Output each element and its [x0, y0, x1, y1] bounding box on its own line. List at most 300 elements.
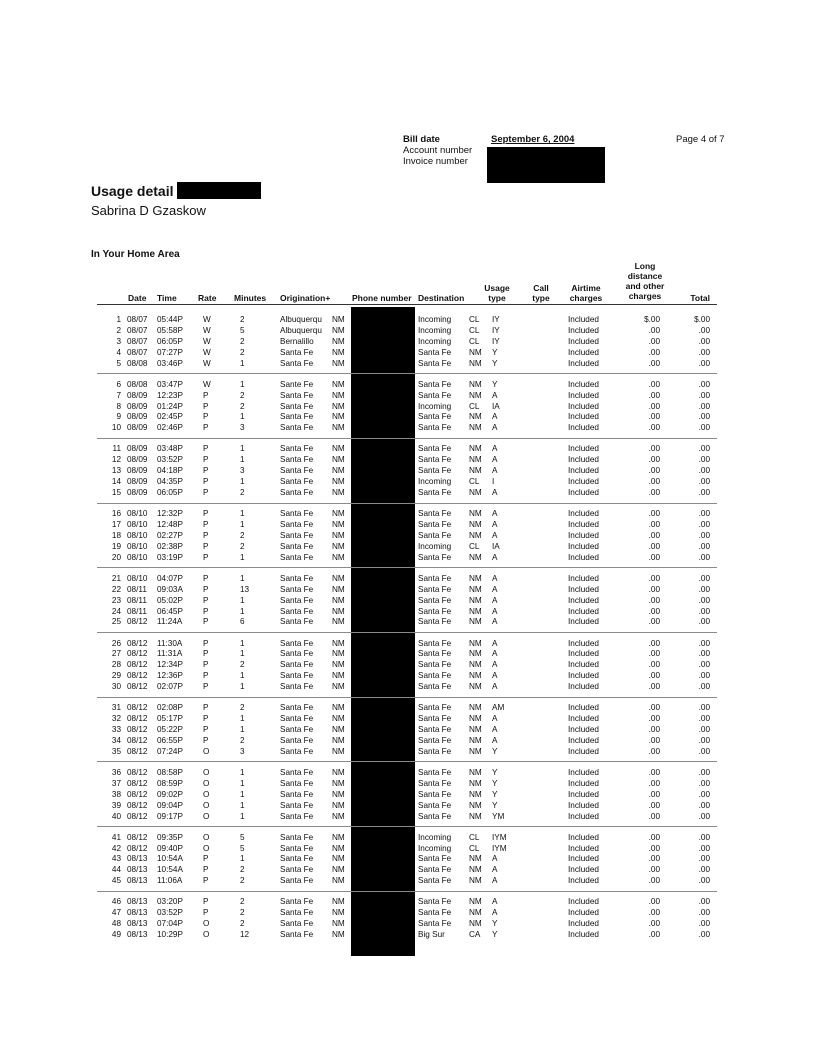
cell-time: 12:36P	[157, 671, 183, 681]
cell-destination-state: CL	[469, 315, 480, 324]
cell-airtime: Included	[568, 789, 599, 799]
cell-origination-state: NM	[332, 347, 345, 357]
cell-origination-state: NM	[332, 930, 345, 939]
cell-line-number: 16	[111, 509, 121, 519]
cell-total: .00	[698, 865, 710, 875]
cell-line-number: 43	[111, 854, 121, 864]
cell-minutes: 1	[240, 800, 245, 810]
cell-line-number: 30	[111, 682, 121, 692]
cell-destination: Santa Fe	[418, 509, 452, 519]
cell-usage-type: A	[492, 671, 498, 681]
cell-long-distance: .00	[648, 843, 660, 853]
cell-destination: Santa Fe	[418, 638, 452, 648]
cell-date: 08/13	[127, 930, 148, 939]
cell-usage-type: A	[492, 714, 498, 724]
cell-line-number: 22	[111, 584, 121, 594]
cell-rate: O	[203, 919, 210, 929]
cell-origination: Santa Fe	[280, 584, 314, 594]
cell-destination-state: NM	[469, 552, 482, 562]
cell-rate: P	[203, 595, 209, 605]
cell-long-distance: .00	[648, 919, 660, 929]
cell-time: 05:58P	[157, 325, 183, 335]
cell-minutes: 1	[240, 455, 245, 465]
cell-airtime: Included	[568, 541, 599, 551]
cell-destination: Santa Fe	[418, 606, 452, 616]
cell-rate: P	[203, 466, 209, 476]
cell-total: .00	[698, 520, 710, 529]
cell-origination: Santa Fe	[280, 649, 314, 659]
cell-usage-type: A	[492, 573, 498, 583]
cell-origination-state: NM	[332, 423, 345, 433]
cell-destination: Santa Fe	[418, 854, 452, 864]
cell-airtime: Included	[568, 746, 599, 756]
cell-date: 08/12	[127, 767, 148, 777]
cell-total: .00	[698, 832, 710, 842]
cell-long-distance: .00	[648, 876, 660, 886]
cell-time: 02:38P	[157, 541, 183, 551]
cell-rate: P	[203, 412, 209, 422]
cell-date: 08/13	[127, 908, 148, 918]
cell-minutes: 1	[240, 778, 245, 788]
cell-usage-type: A	[492, 908, 498, 918]
cell-origination-state: NM	[332, 703, 345, 713]
cell-long-distance: .00	[648, 509, 660, 519]
cell-long-distance: .00	[648, 725, 660, 734]
cell-origination: Santa Fe	[280, 703, 314, 713]
cell-total: .00	[698, 778, 710, 788]
cell-usage-type: Y	[492, 767, 498, 777]
cell-usage-type: A	[492, 595, 498, 605]
cell-long-distance: .00	[648, 423, 660, 433]
cell-airtime: Included	[568, 336, 599, 346]
col-header-date: Date	[128, 293, 147, 303]
cell-destination-state: NM	[469, 638, 482, 648]
cell-rate: P	[203, 617, 209, 627]
cell-rate: O	[203, 843, 210, 853]
cell-destination: Santa Fe	[418, 800, 452, 810]
cell-origination-state: NM	[332, 325, 345, 335]
cell-origination: Santa Fe	[280, 843, 314, 853]
cell-long-distance: .00	[648, 466, 660, 476]
cell-origination-state: NM	[332, 573, 345, 583]
cell-line-number: 32	[111, 714, 121, 724]
cell-date: 08/12	[127, 638, 148, 648]
cell-origination-state: NM	[332, 671, 345, 681]
cell-line-number: 2	[116, 325, 121, 335]
cell-destination-state: NM	[469, 390, 482, 400]
cell-total: .00	[698, 466, 710, 476]
cell-origination: Santa Fe	[280, 919, 314, 929]
cell-time: 11:30A	[157, 638, 183, 648]
cell-destination: Santa Fe	[418, 530, 452, 540]
cell-destination-state: NM	[469, 520, 482, 529]
cell-rate: P	[203, 541, 209, 551]
cell-destination-state: CL	[469, 832, 480, 842]
cell-origination: Sante Fe	[280, 379, 314, 389]
cell-minutes: 2	[240, 315, 245, 324]
cell-date: 08/10	[127, 520, 148, 529]
cell-destination: Santa Fe	[418, 552, 452, 562]
cell-long-distance: .00	[648, 617, 660, 627]
cell-destination: Santa Fe	[418, 584, 452, 594]
cell-origination-state: NM	[332, 595, 345, 605]
cell-usage-type: A	[492, 606, 498, 616]
cell-destination-state: NM	[469, 358, 482, 368]
cell-origination: Santa Fe	[280, 466, 314, 476]
cell-date: 08/12	[127, 811, 148, 821]
cell-rate: P	[203, 649, 209, 659]
cell-airtime: Included	[568, 649, 599, 659]
cell-origination: Albuquerqu	[280, 325, 322, 335]
cell-long-distance: .00	[648, 488, 660, 497]
cell-date: 08/12	[127, 746, 148, 756]
cell-origination: Santa Fe	[280, 401, 314, 411]
cell-destination: Santa Fe	[418, 682, 452, 692]
cell-time: 03:52P	[157, 455, 183, 465]
col-header-destination: Destination	[418, 293, 465, 303]
cell-destination-state: CL	[469, 843, 480, 853]
cell-line-number: 36	[111, 767, 121, 777]
cell-destination-state: NM	[469, 423, 482, 433]
cell-usage-type: A	[492, 649, 498, 659]
cell-total: .00	[698, 541, 710, 551]
cell-long-distance: .00	[648, 336, 660, 346]
cell-minutes: 2	[240, 876, 245, 886]
cell-line-number: 9	[116, 412, 121, 422]
cell-usage-type: YM	[492, 811, 505, 821]
cell-total: .00	[698, 584, 710, 594]
cell-origination: Santa Fe	[280, 854, 314, 864]
cell-time: 12:34P	[157, 660, 183, 670]
cell-destination: Santa Fe	[418, 412, 452, 422]
cell-date: 08/09	[127, 401, 148, 411]
col-header-usage-type: Usage type	[484, 283, 510, 303]
cell-origination-state: NM	[332, 466, 345, 476]
cell-origination: Santa Fe	[280, 530, 314, 540]
cell-airtime: Included	[568, 682, 599, 692]
cell-rate: P	[203, 682, 209, 692]
cell-destination-state: NM	[469, 466, 482, 476]
cell-long-distance: .00	[648, 714, 660, 724]
cell-rate: O	[203, 832, 210, 842]
cell-origination-state: NM	[332, 832, 345, 842]
cell-origination-state: NM	[332, 477, 345, 487]
cell-destination-state: NM	[469, 908, 482, 918]
cell-destination: Santa Fe	[418, 444, 452, 454]
cell-line-number: 48	[111, 919, 121, 929]
cell-destination: Santa Fe	[418, 865, 452, 875]
page-number: Page 4 of 7	[676, 134, 725, 145]
cell-total: .00	[698, 595, 710, 605]
cell-destination-state: NM	[469, 876, 482, 886]
cell-long-distance: .00	[648, 908, 660, 918]
cell-origination: Santa Fe	[280, 725, 314, 734]
cell-minutes: 2	[240, 897, 245, 907]
cell-line-number: 37	[111, 778, 121, 788]
cell-destination-state: NM	[469, 778, 482, 788]
cell-airtime: Included	[568, 477, 599, 487]
cell-total: .00	[698, 876, 710, 886]
cell-minutes: 5	[240, 843, 245, 853]
cell-total: .00	[698, 767, 710, 777]
cell-long-distance: .00	[648, 606, 660, 616]
cell-airtime: Included	[568, 606, 599, 616]
cell-rate: P	[203, 606, 209, 616]
cell-rate: P	[203, 444, 209, 454]
cell-line-number: 7	[116, 390, 121, 400]
cell-long-distance: .00	[648, 811, 660, 821]
cell-minutes: 1	[240, 671, 245, 681]
cell-date: 08/12	[127, 735, 148, 745]
cell-total: .00	[698, 617, 710, 627]
cell-usage-type: Y	[492, 358, 498, 368]
cell-total: .00	[698, 746, 710, 756]
cell-line-number: 17	[111, 520, 121, 529]
cell-time: 03:47P	[157, 379, 183, 389]
cell-origination: Santa Fe	[280, 606, 314, 616]
cell-rate: P	[203, 854, 209, 864]
cell-origination: Santa Fe	[280, 811, 314, 821]
cell-usage-type: A	[492, 617, 498, 627]
cell-airtime: Included	[568, 509, 599, 519]
cell-line-number: 27	[111, 649, 121, 659]
cell-minutes: 2	[240, 660, 245, 670]
cell-line-number: 18	[111, 530, 121, 540]
cell-long-distance: .00	[648, 520, 660, 529]
cell-total: .00	[698, 573, 710, 583]
cell-time: 02:07P	[157, 682, 183, 692]
cell-line-number: 5	[116, 358, 121, 368]
cell-date: 08/09	[127, 455, 148, 465]
cell-minutes: 1	[240, 767, 245, 777]
cell-origination: Santa Fe	[280, 444, 314, 454]
cell-origination: Santa Fe	[280, 638, 314, 648]
cell-airtime: Included	[568, 444, 599, 454]
cell-usage-type: A	[492, 638, 498, 648]
cell-time: 03:52P	[157, 908, 183, 918]
cell-line-number: 24	[111, 606, 121, 616]
cell-origination-state: NM	[332, 606, 345, 616]
cell-total: .00	[698, 930, 710, 939]
cell-destination: Incoming	[418, 843, 452, 853]
cell-destination: Santa Fe	[418, 897, 452, 907]
cell-time: 11:24A	[157, 617, 183, 627]
col-header-time: Time	[157, 293, 177, 303]
section-heading: In Your Home Area	[91, 249, 180, 260]
cell-rate: P	[203, 477, 209, 487]
cell-date: 08/12	[127, 682, 148, 692]
cell-destination: Incoming	[418, 832, 452, 842]
cell-time: 03:19P	[157, 552, 183, 562]
cell-date: 08/12	[127, 671, 148, 681]
cell-time: 09:35P	[157, 832, 183, 842]
cell-long-distance: .00	[648, 325, 660, 335]
cell-origination-state: NM	[332, 488, 345, 497]
cell-line-number: 46	[111, 897, 121, 907]
cell-long-distance: .00	[648, 595, 660, 605]
cell-time: 06:05P	[157, 336, 183, 346]
cell-origination-state: NM	[332, 412, 345, 422]
cell-date: 08/09	[127, 477, 148, 487]
cell-destination-state: NM	[469, 412, 482, 422]
cell-total: .00	[698, 735, 710, 745]
cell-date: 08/11	[127, 584, 147, 594]
cell-line-number: 41	[111, 832, 121, 842]
cell-origination-state: NM	[332, 649, 345, 659]
cell-origination-state: NM	[332, 660, 345, 670]
cell-date: 08/09	[127, 466, 148, 476]
cell-long-distance: .00	[648, 455, 660, 465]
cell-origination-state: NM	[332, 379, 345, 389]
cell-rate: P	[203, 552, 209, 562]
cell-total: .00	[698, 336, 710, 346]
col-header-total: Total	[690, 293, 710, 303]
cell-minutes: 1	[240, 444, 245, 454]
cell-long-distance: .00	[648, 671, 660, 681]
cell-origination-state: NM	[332, 854, 345, 864]
header-rule	[97, 304, 717, 305]
cell-destination: Santa Fe	[418, 778, 452, 788]
cell-origination-state: NM	[332, 876, 345, 886]
cell-rate: O	[203, 767, 210, 777]
cell-usage-type: A	[492, 488, 498, 497]
cell-time: 09:03A	[157, 584, 183, 594]
cell-origination: Santa Fe	[280, 767, 314, 777]
cell-usage-type: I	[492, 477, 495, 487]
cell-total: .00	[698, 509, 710, 519]
cell-airtime: Included	[568, 595, 599, 605]
cell-long-distance: .00	[648, 390, 660, 400]
cell-time: 12:23P	[157, 390, 183, 400]
cell-origination-state: NM	[332, 541, 345, 551]
cell-origination-state: NM	[332, 509, 345, 519]
cell-long-distance: .00	[648, 778, 660, 788]
cell-destination-state: NM	[469, 584, 482, 594]
cell-total: .00	[698, 412, 710, 422]
cell-time: 07:24P	[157, 746, 183, 756]
cell-airtime: Included	[568, 778, 599, 788]
cell-destination-state: CL	[469, 325, 480, 335]
cell-usage-type: A	[492, 412, 498, 422]
cell-minutes: 1	[240, 379, 245, 389]
cell-airtime: Included	[568, 347, 599, 357]
cell-destination: Incoming	[418, 325, 452, 335]
cell-minutes: 5	[240, 325, 245, 335]
cell-airtime: Included	[568, 876, 599, 886]
cell-airtime: Included	[568, 584, 599, 594]
cell-time: 09:40P	[157, 843, 183, 853]
cell-long-distance: .00	[648, 412, 660, 422]
cell-long-distance: .00	[648, 444, 660, 454]
cell-minutes: 2	[240, 703, 245, 713]
col-header-rate: Rate	[198, 293, 217, 303]
cell-line-number: 39	[111, 800, 121, 810]
cell-origination-state: NM	[332, 358, 345, 368]
cell-origination: Santa Fe	[280, 477, 314, 487]
cell-total: .00	[698, 714, 710, 724]
cell-long-distance: .00	[648, 660, 660, 670]
cell-usage-type: Y	[492, 347, 498, 357]
cell-usage-type: IY	[492, 336, 500, 346]
cell-usage-type: A	[492, 552, 498, 562]
cell-line-number: 12	[111, 455, 121, 465]
cell-origination: Santa Fe	[280, 865, 314, 875]
cell-date: 08/12	[127, 649, 148, 659]
cell-destination: Incoming	[418, 401, 452, 411]
cell-destination-state: NM	[469, 919, 482, 929]
cell-time: 05:44P	[157, 315, 183, 324]
cell-rate: P	[203, 725, 209, 734]
cell-origination-state: NM	[332, 530, 345, 540]
cell-time: 12:48P	[157, 520, 183, 529]
cell-date: 08/09	[127, 488, 148, 497]
cell-destination-state: CL	[469, 477, 480, 487]
cell-origination-state: NM	[332, 746, 345, 756]
cell-origination: Santa Fe	[280, 509, 314, 519]
cell-line-number: 34	[111, 735, 121, 745]
cell-total: .00	[698, 423, 710, 433]
cell-usage-type: A	[492, 444, 498, 454]
cell-destination: Santa Fe	[418, 919, 452, 929]
cell-minutes: 2	[240, 541, 245, 551]
cell-time: 11:31A	[157, 649, 183, 659]
cell-destination: Incoming	[418, 315, 452, 324]
col-header-long-distance: Long distance and other charges	[625, 261, 665, 301]
cell-total: .00	[698, 347, 710, 357]
cell-destination: Big Sur	[418, 930, 445, 939]
cell-airtime: Included	[568, 423, 599, 433]
cell-origination: Santa Fe	[280, 789, 314, 799]
cell-origination: Santa Fe	[280, 908, 314, 918]
cell-airtime: Included	[568, 358, 599, 368]
cell-origination-state: NM	[332, 455, 345, 465]
cell-usage-type: IY	[492, 325, 500, 335]
cell-rate: O	[203, 778, 210, 788]
cell-destination: Santa Fe	[418, 390, 452, 400]
cell-long-distance: $.00	[644, 315, 660, 324]
cell-minutes: 6	[240, 617, 245, 627]
cell-minutes: 3	[240, 466, 245, 476]
cell-usage-type: Y	[492, 919, 498, 929]
cell-date: 08/11	[127, 606, 147, 616]
cell-total: .00	[698, 401, 710, 411]
cell-time: 04:07P	[157, 573, 183, 583]
cell-total: .00	[698, 390, 710, 400]
cell-total: .00	[698, 854, 710, 864]
cell-total: .00	[698, 660, 710, 670]
cell-line-number: 19	[111, 541, 121, 551]
cell-long-distance: .00	[648, 865, 660, 875]
cell-usage-type: A	[492, 509, 498, 519]
cell-origination: Santa Fe	[280, 412, 314, 422]
cell-usage-type: A	[492, 735, 498, 745]
cell-usage-type: Y	[492, 778, 498, 788]
cell-total: .00	[698, 638, 710, 648]
cell-origination-state: NM	[332, 315, 345, 324]
cell-destination-state: NM	[469, 617, 482, 627]
cell-destination: Santa Fe	[418, 423, 452, 433]
cell-minutes: 2	[240, 390, 245, 400]
cell-date: 08/12	[127, 660, 148, 670]
cell-date: 08/13	[127, 865, 148, 875]
cell-long-distance: .00	[648, 358, 660, 368]
cell-time: 02:27P	[157, 530, 183, 540]
group-separator	[97, 891, 717, 892]
cell-long-distance: .00	[648, 930, 660, 939]
cell-rate: W	[203, 325, 211, 335]
cell-destination: Santa Fe	[418, 379, 452, 389]
cell-origination: Santa Fe	[280, 358, 314, 368]
